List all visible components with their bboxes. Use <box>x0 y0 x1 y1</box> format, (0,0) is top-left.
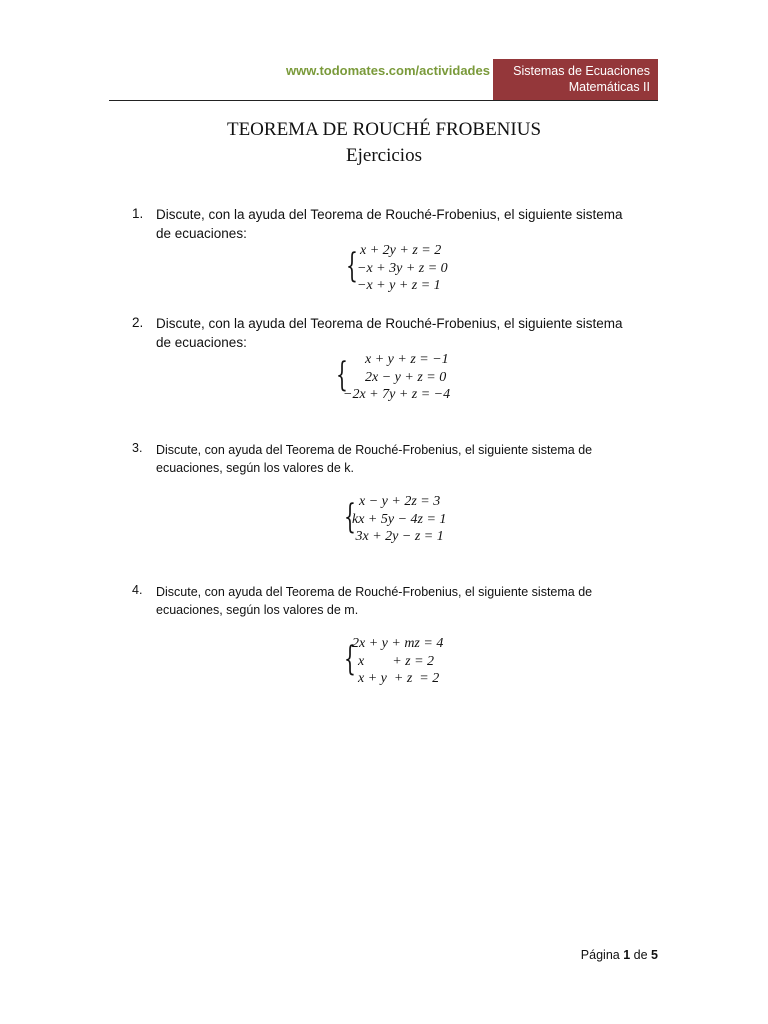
page-subtitle: Ejercicios <box>346 145 422 166</box>
exercise-statement <box>156 583 656 619</box>
exercise-statement <box>156 206 656 243</box>
brace-symbol: { <box>344 497 356 537</box>
equation-system <box>344 493 494 547</box>
brace-symbol: { <box>344 639 356 679</box>
equation-system <box>336 351 496 405</box>
exercise-number: 1. <box>132 206 144 221</box>
page-number: 1 <box>623 948 631 962</box>
page-footer <box>560 948 658 962</box>
equation: 3x + 2y − z = 1 <box>352 529 444 544</box>
equation: 2x + y + mz = 4 <box>352 636 444 651</box>
equation: −2x + 7y + z = −4 <box>343 387 451 402</box>
header-rule <box>109 100 658 101</box>
subject-tag <box>493 59 658 101</box>
exercise-line: Discute, con la ayuda del Teorema de Rouché-Frobenius, el siguiente sistema <box>156 316 623 331</box>
exercise-number: 2. <box>132 315 144 330</box>
equation: kx + 5y − 4z = 1 <box>352 511 447 527</box>
page-total: 5 <box>651 948 658 962</box>
site-link[interactable]: www.todomates.com/actividades <box>286 63 490 78</box>
equation: −x + y + z = 1 <box>357 278 441 293</box>
exercise-line: ecuaciones, según los valores de k. <box>156 461 355 475</box>
equation: 2x − y + z = 0 <box>358 369 447 385</box>
brace-symbol: { <box>336 355 348 395</box>
equation: −x + 3y + z = 0 <box>357 260 448 276</box>
equation-system <box>344 635 494 689</box>
equation: x + 2y + z = 2 <box>360 243 442 258</box>
exercise-line: de ecuaciones: <box>156 334 247 350</box>
exercise-line: Discute, con la ayuda del Teorema de Rouché-Frobenius, el siguiente sistema <box>156 207 623 222</box>
equation: x + z = 2 <box>358 653 435 669</box>
page-label: Página <box>580 948 620 962</box>
exercise-number: 4. <box>132 583 143 597</box>
equation: x + y + z = −1 <box>358 352 449 367</box>
subject-tag-line1: Sistemas de Ecuaciones <box>513 64 650 78</box>
exercise-number: 3. <box>132 441 143 455</box>
exercise-line: de ecuaciones: <box>156 225 247 241</box>
exercise-line: ecuaciones, según los valores de m. <box>156 603 359 617</box>
equation: x − y + 2z = 3 <box>352 494 441 509</box>
equation-system <box>346 242 486 296</box>
brace-symbol: { <box>346 246 358 286</box>
page-separator: de <box>633 948 648 962</box>
exercise-line: Discute, con ayuda del Teorema de Rouché-Frobenius, el siguiente sistema de <box>156 443 593 457</box>
exercise-statement <box>156 315 656 352</box>
exercise-line: Discute, con ayuda del Teorema de Rouché-Frobenius, el siguiente sistema de <box>156 585 593 599</box>
equation: x + y + z = 2 <box>358 671 440 686</box>
exercise-statement <box>156 441 656 477</box>
page-title: TEOREMA DE ROUCHÉ FROBENIUS <box>226 119 542 140</box>
subject-tag-line2: Matemáticas II <box>568 80 650 94</box>
